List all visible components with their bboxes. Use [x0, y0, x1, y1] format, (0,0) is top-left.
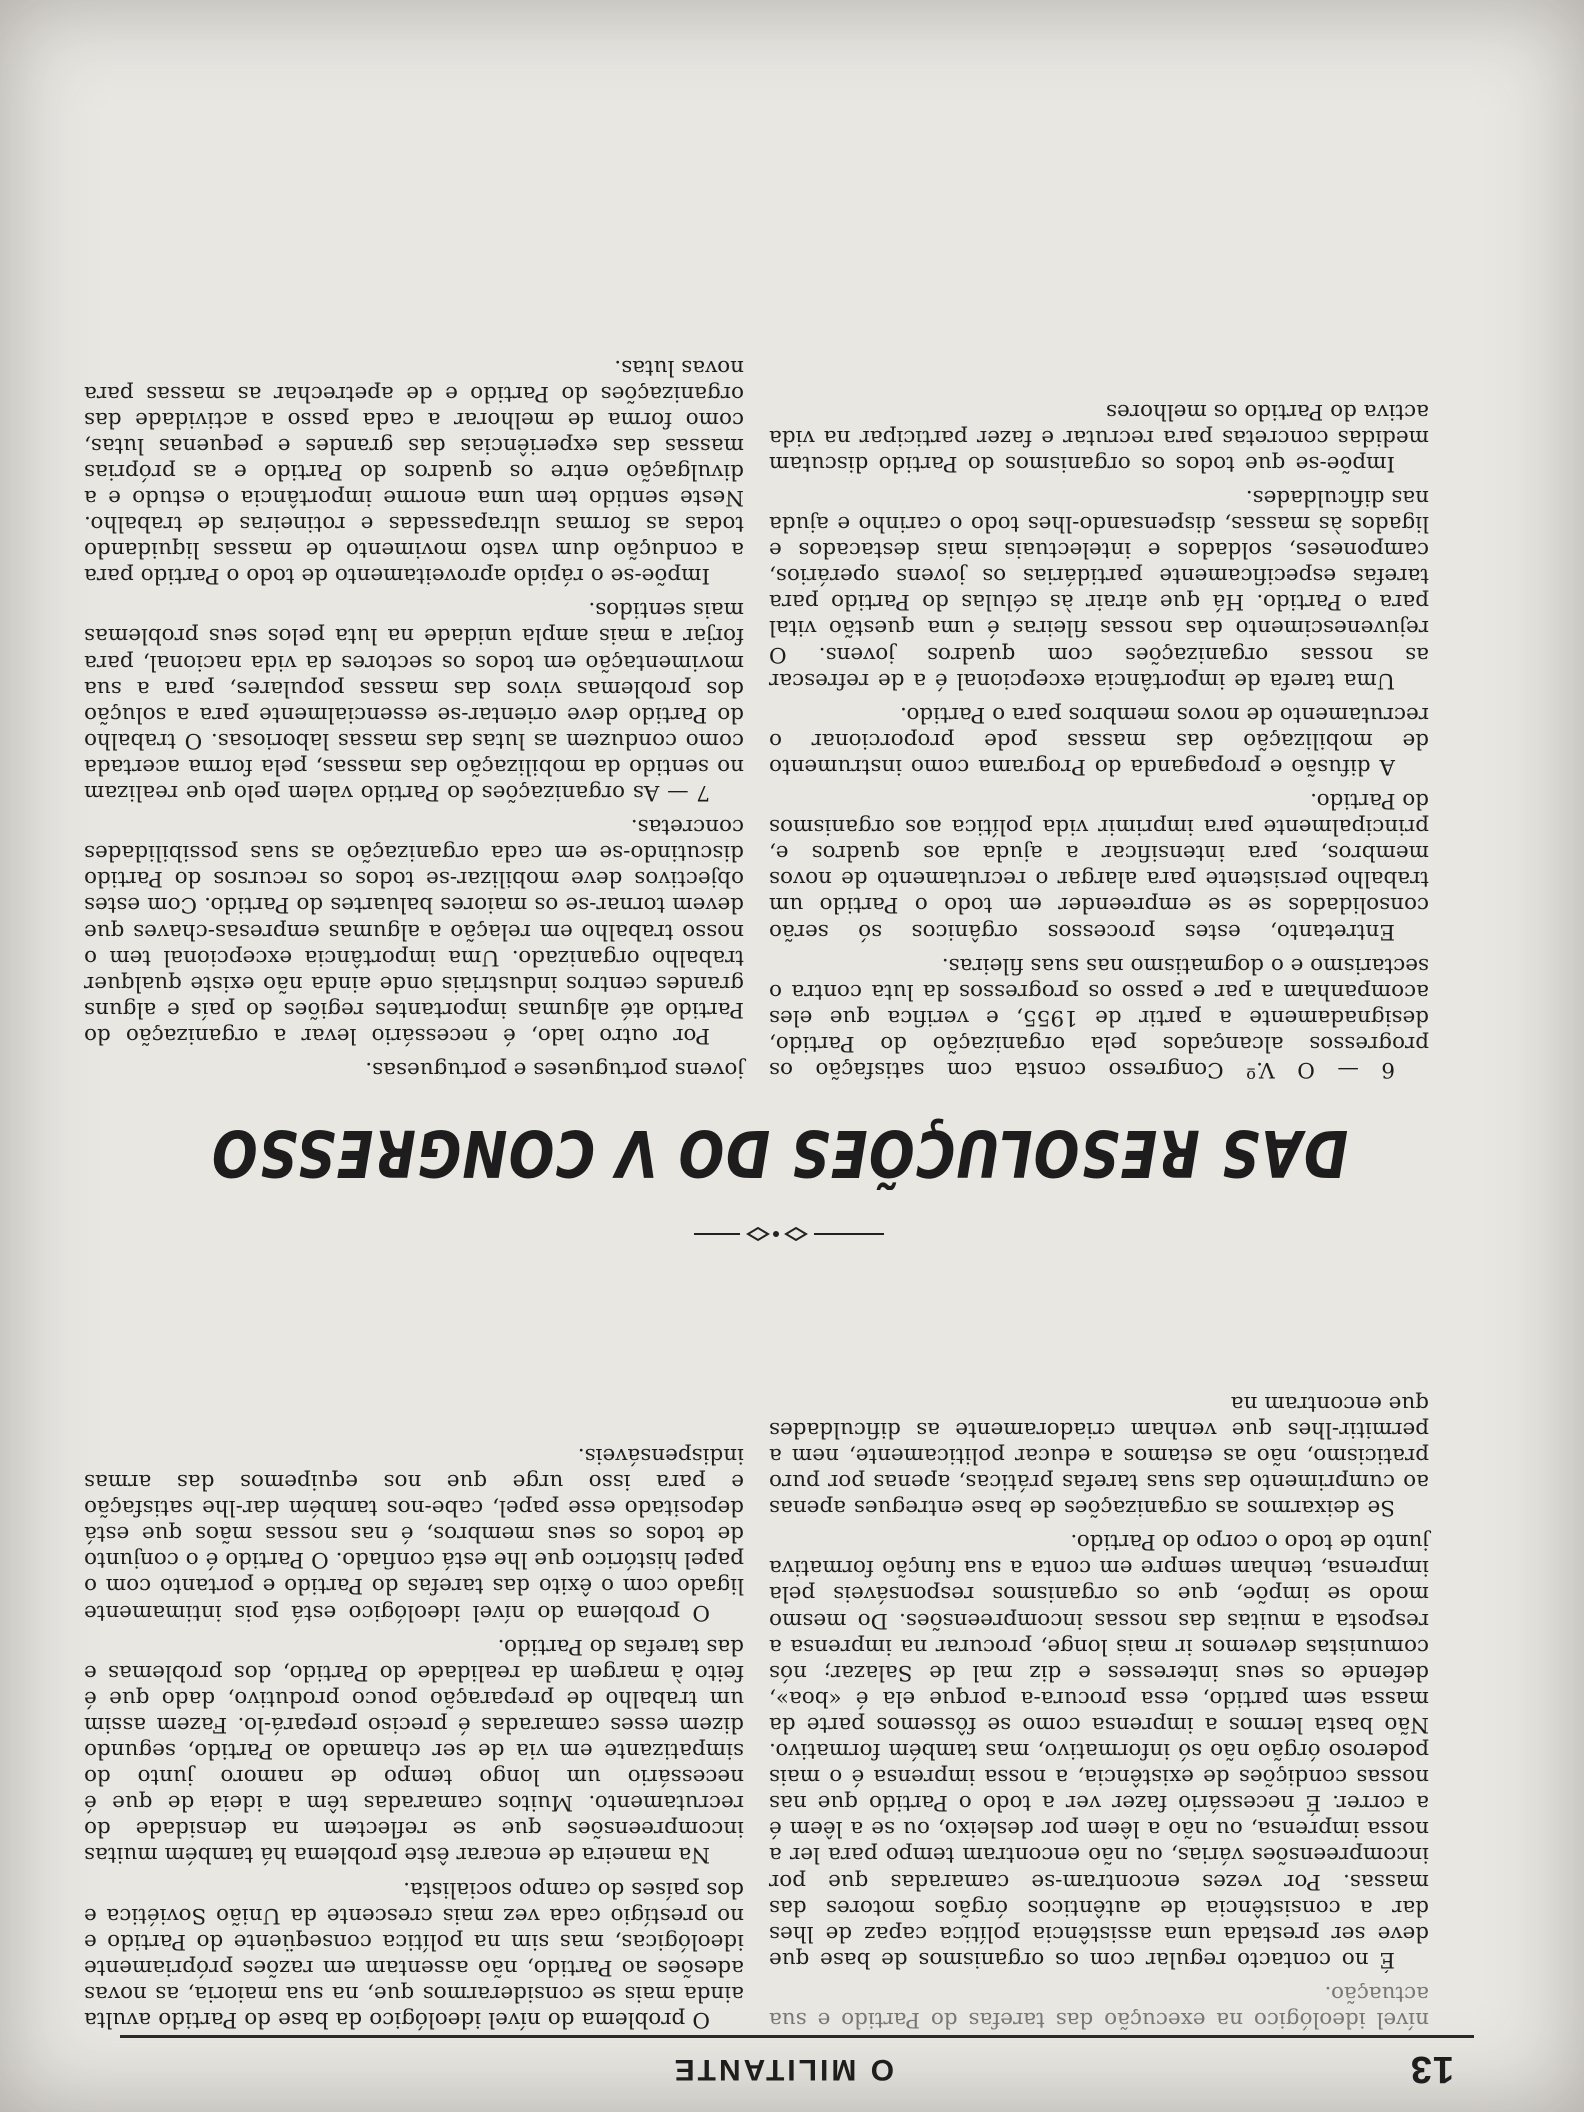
right-column-top	[84, 1434, 744, 2032]
paragraph: Impõe-se o rápido aproveitamento de todo o Partido para a condução dum vasto movimento de massas liquidando todas as formas ultrapassadas e rotineiras de trabalho. Neste sentido tem uma enorme importância o estudo e a divulgação entre os quadros do Partido e as próprias massas das experiências das grandes e pequenas lutas, como forma de melhorar a cada passo a actividade das organizações do Partido e de apetrechar as massas para novas lutas.	[84, 354, 744, 589]
paragraph: O problema do nível ideológico está pois intimamente ligado com o êxito das tarefas do Partido e portanto com o papel histórico que lhe está confiado. O Partido é o conjunto de todos os seus membros, é nas nossas mãos que está depositado esse papel, cabe-nos também dar-lhe satisfação e para isso urge que nos equipemos das armas indispensáveis.	[84, 1443, 744, 1625]
paragraph: Uma tarefa de importância excepcional é a de refrescar as nossas organizações com quadros jovens. O rejuvenescimento das nossas fileiras é uma questão vital para o Partido. Há que atrair às células do Partido para tarefas especificamente partidárias os jovens operários, camponeses, soldados e intelectuais mais destacados e ligados às massas, dispensando-lhes todo o carinho e ajuda nas dificuldades.	[769, 485, 1429, 693]
paragraph: 7 — As organizações do Partido valem pelo que realizam no sentido da mobilização das massas, pela forma acertada como conduzem as lutas das massas laboriosas. O trabalho do Partido deve orientar-se essencialmente para a solução dos problemas vivos das massas populares, para a sua movimentação em todos os sectores da vida nacional, para forjar a mais ampla unidade na luta pelos seus problemas mais sentidos.	[84, 597, 744, 806]
paragraph: A difusão e propaganda do Programa como instrumento de mobilização das massas pode proporcionar o recrutamento de novos membros para o Partido.	[769, 701, 1429, 779]
running-header	[120, 2044, 1454, 2094]
paragraph: É no contacto regular com os organismos de base que deve ser prestada uma assistência política capaz de lhes dar a consistência de autênticos órgãos motores das massas. Por vezes encontram-se camaradas que por incompreensões várias, ou não encontram tempo para ler a nossa imprensa, ou não a lêem por desleixo, ou se a lêem é a correr. É necessário fazer ver a todo o Partido que nas nossas condições de existência, a nossa imprensa é o mais poderoso órgão não só informativo, mas também formativo. Não basta lermos a imprensa como se fôssemos parte da massa sem partido, essa procura-a porque ela é «boa», defende os seus interesses e diz mal de Salazar; nós comunistas devemos ir mais longe, procurar na imprensa a resposta a muitas das nossas incompreensões. Do mesmo modo se impõe, que os organismos responsáveis pela imprensa, tenham sempre em conta a sua função formativa junto de todo o corpo do Partido.	[769, 1529, 1429, 1972]
left-column-top	[769, 1382, 1429, 2032]
paragraph: nível ideológico na execução das tarefas do Partido e sua actuação.	[769, 1980, 1429, 2032]
paragraph: Na maneira de encarar êste problema há também muitas incompreensões que se reflectem na densidade do recrutamento. Muitos camaradas têm a ideia de que é necessário um longo tempo de namoro junto do simpatizante em via de ser chamado ao Partido, segundo dizem esses camaradas é preciso prepará-lo. Fazem assim um trabalho de preparação pouco produtivo, dado que é feito à margem da realidade do Partido, dos problemas e das tarefas do Partido.	[84, 1633, 744, 1868]
header-rule	[120, 2035, 1474, 2038]
paragraph: Entretanto, estes processos orgânicos só serão consolidados se se empreender em todo o Partido um trabalho persistente para alargar o recrutamento de novos membros, para intensificar a ajuda aos quadros e, principalmente para imprimir vida política aos organismos do Partido.	[769, 788, 1429, 944]
paragraph: O problema do nível ideológico da base do Partido avulta ainda mais se considerarmos que, na sua maioria, as novas adesões ao Partido, não assentam em razões própriamente ideológicas, mas sim na política conseqüente do Partido e no prestígio cada vez mais crescente da União Soviética e dos países do campo socialista.	[84, 1876, 744, 2032]
ornament-divider	[694, 1226, 884, 1242]
left-column-bottom	[769, 390, 1429, 1082]
paragraph: Por outro lado, é necessário levar a organização do Partido até algumas importantes regiões do país e alguns grandes centros industriais onde ainda não existe qualquer trabalho organizado. Uma importância excepcional tem o nosso trabalho em relação a algumas empresas-chaves que devem tornar-se os maiores baluartes do Partido. Com estes objectivos deve mobilizar-se todos os recursos do Partido discutindo-se em cada organização as suas possibilidades concretas.	[84, 814, 744, 1048]
section-heading: DAS RESOLUÇÕES DO V CONGRESSO	[210, 1115, 1349, 1190]
right-column-bottom	[84, 345, 744, 1082]
journal-name: O MILITANTE	[671, 2053, 894, 2086]
page-number: 13	[1409, 2048, 1454, 2090]
paragraph: jovens portugueses e portuguesas.	[365, 1057, 744, 1082]
paragraph: Se deixarmos as organizações de base entregues apenas ao cumprimento das suas tarefas práticas, apenas por puro praticismo, não as estamos a educar politicamente, nem a permitir-lhes que venham criadoramente as dificuldades que encontram na	[769, 1390, 1429, 1521]
paragraph: 6 — O V.º Congresso consta com satisfação os progressos alcançados pela organização do Partido, designadamente a partir de 1955, e verifica que eles acompanham a par e passo os progressos da luta contra o sectarismo e o dogmatismo nas suas fileiras.	[769, 952, 1429, 1082]
paragraph: Impõe-se que todos os organismos do Partido discutam medidas concretas para recrutar e fazer participar na vida activa do Partido os melhores	[769, 398, 1429, 476]
